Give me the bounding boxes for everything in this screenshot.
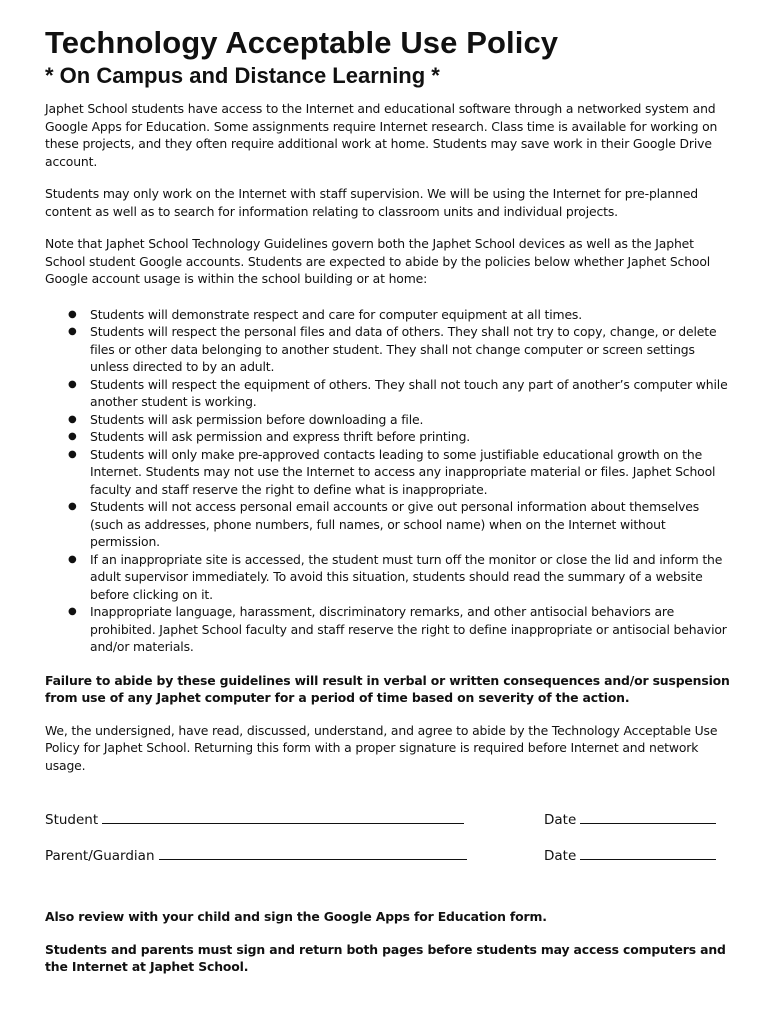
return-pages-note: Students and parents must sign and return both pages before students may access computers and the Internet at Japhet School. <box>45 941 726 974</box>
rules-list <box>45 306 735 656</box>
page-title: Technology Acceptable Use Policy <box>45 25 559 60</box>
guidelines-paragraph: Note that Japhet School Technology Guidelines govern both the Japhet School devices as well as the Japhet School student Google accounts. Students are expected to abide by the policies below whether Japhet School Google account usage is within the school building or at home: <box>45 236 711 286</box>
list-item: ● Students will respect the personal files and data of others. They shall not try to copy, change, or delete files or other data belonging to another student. They shall not change computer or screen settings unless directed to by an adult. <box>90 323 735 376</box>
supervision-paragraph: Students may only work on the Internet with staff supervision. We will be using the Internet for pre-planned content as well as to search for information relating to classroom units and individual projects. <box>45 186 699 219</box>
parent-signature-row <box>45 846 735 864</box>
list-item: ● Students will ask permission before downloading a file. <box>90 411 735 429</box>
parent-date-label: Date <box>544 848 577 864</box>
parent-signature-label: Parent/Guardian <box>45 848 155 864</box>
parent-signature-line[interactable] <box>159 846 467 860</box>
agreement-paragraph: We, the undersigned, have read, discussed, understand, and agree to abide by the Technology Acceptable Use Policy for Japhet School. Returning this form with a proper signature is required before Internet and network usage. <box>45 722 718 773</box>
list-item: ● Students will ask permission and express thrift before printing. <box>90 428 735 446</box>
student-signature-line[interactable] <box>102 810 464 824</box>
student-date-line[interactable] <box>580 810 716 824</box>
list-item: ● Inappropriate language, harassment, discriminatory remarks, and other antisocial behaviors are prohibited. Japhet School faculty and staff reserve the right to define inappropriate or antisocial behavior and/or materials. <box>90 603 735 656</box>
list-item: ● If an inappropriate site is accessed, the student must turn off the monitor or close the lid and inform the adult supervisor immediately. To avoid this situation, students should read the summary of a website before clicking on it. <box>90 551 735 604</box>
list-item: ● Students will only make pre-approved contacts leading to some justifiable educational growth on the Internet. Students may not use the Internet to access any inappropriate material or files. Japhet School faculty and staff reserve the right to define what is inappropriate. <box>90 446 735 499</box>
student-date-label: Date <box>544 812 577 828</box>
page-subtitle: * On Campus and Distance Learning * <box>45 63 440 88</box>
parent-date-line[interactable] <box>580 846 716 860</box>
consequence-paragraph: Failure to abide by these guidelines will result in verbal or written consequences and/or suspension from use of any Japhet computer for a period of time based on severity of the action. <box>45 672 730 705</box>
list-item: ● Students will not access personal email accounts or give out personal information about themselves (such as addresses, phone numbers, full names, or school name) when on the Internet without permission. <box>90 498 735 551</box>
list-item: ● Students will respect the equipment of others. They shall not touch any part of another’s computer while another student is working. <box>90 376 735 411</box>
student-signature-row <box>45 810 735 828</box>
student-signature-label: Student <box>45 812 99 828</box>
policy-document <box>45 24 735 991</box>
google-apps-note: Also review with your child and sign the Google Apps for Education form. <box>45 909 547 924</box>
list-item: ● Students will demonstrate respect and care for computer equipment at all times. <box>90 306 735 324</box>
intro-paragraph: Japhet School students have access to the Internet and educational software through a networked system and Google Apps for Education. Some assignments require Internet research. Class time is available for working on these projects, and they often require additional work at home. Students may save work in their Google Drive account. <box>45 101 718 169</box>
